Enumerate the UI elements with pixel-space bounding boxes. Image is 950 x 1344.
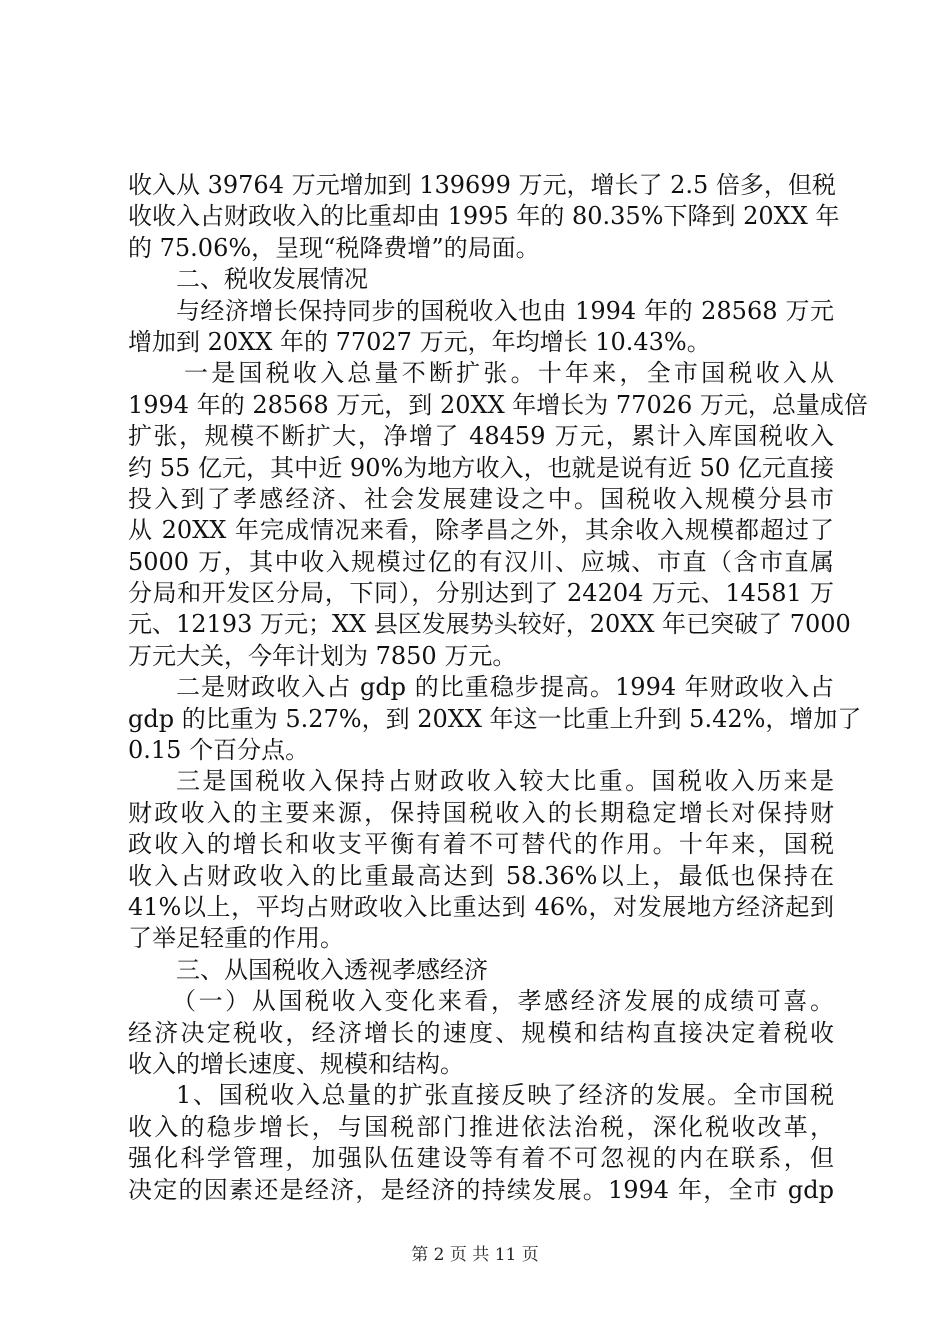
text-line: 一是国税收入总量不断扩张。十年来，全市国税收入从 (184, 359, 834, 388)
text-line: 收入从 39764 万元增加到 139699 万元，增长了 2.5 倍多，但税 (128, 171, 836, 199)
text-line: 二、税收发展情况 (176, 265, 368, 294)
document-body (128, 170, 868, 1206)
text-line: 收入的增长速度、规模和结构。 (128, 1049, 464, 1078)
text-line: 强化科学管理，加强队伍建设等有着不可忽视的内在联系，但 (128, 1144, 834, 1173)
page-number-footer: 第 2 页 共 11 页 (411, 1245, 539, 1265)
text-line: 约 55 亿元，其中近 90%为地方收入，也就是说有近 50 亿元直接 (128, 453, 834, 482)
text-line: 41%以上，平均占财政收入比重达到 46%，对发展地方经济起到 (128, 892, 834, 921)
text-line: 三是国税收入保持占财政收入较大比重。国税收入历来是 (176, 767, 834, 796)
text-line: 分局和开发区分局，下同），分别达到了 24204 万元、14581 万 (128, 579, 834, 608)
text-line: 5000 万，其中收入规模过亿的有汉川、应城、市直（含市直属 (128, 547, 834, 576)
text-line: 元、12193 万元；XX 县区发展势头较好，20XX 年已突破了 7000 (128, 610, 851, 639)
text-line: 的 75.06%，呈现“税降费增”的局面。 (128, 233, 540, 262)
text-line: 三、从国税收入透视孝感经济 (176, 955, 488, 984)
text-line: 收入的稳步增长，与国税部门推进依法治税，深化税收改革， (128, 1112, 834, 1141)
text-line: 与经济增长保持同步的国税收入也由 1994 年的 28568 万元 (176, 296, 834, 325)
text-line: gdp 的比重为 5.27%，到 20XX 年这一比重上升到 5.42%，增加了 (128, 704, 862, 733)
text-line: 经济决定税收，经济增长的速度、规模和结构直接决定着税收 (128, 1018, 834, 1047)
text-line: 1、国税收入总量的扩张直接反映了经济的发展。全市国税 (176, 1081, 834, 1110)
text-line: 投入到了孝感经济、社会发展建设之中。国税收入规模分县市 (128, 484, 834, 513)
text-line: 扩张，规模不断扩大，净增了 48459 万元，累计入库国税收入 (128, 422, 834, 451)
text-line: 财政收入的主要来源，保持国税收入的长期稳定增长对保持财 (128, 798, 834, 827)
text-line: 决定的因素还是经济，是经济的持续发展。1994 年，全市 gdp (128, 1175, 834, 1204)
text-line: 二是财政收入占 gdp 的比重稳步提高。1994 年财政收入占 (176, 673, 834, 702)
text-line: 收收入占财政收入的比重却由 1995 年的 80.35%下降到 20XX 年 (128, 202, 840, 231)
text-line: （一）从国税收入变化来看，孝感经济发展的成绩可喜。 (172, 987, 834, 1016)
text-line: 政收入的增长和收支平衡有着不可替代的作用。十年来，国税 (128, 830, 834, 859)
text-line: 了举足轻重的作用。 (128, 924, 344, 953)
text-line: 万元大关，今年计划为 7850 万元。 (128, 641, 517, 670)
text-line: 从 20XX 年完成情况来看，除孝昌之外，其余收入规模都超过了 (128, 516, 834, 545)
text-line: 收入占财政收入的比重最高达到 58.36%以上，最低也保持在 (128, 861, 834, 890)
text-line: 1994 年的 28568 万元，到 20XX 年增长为 77026 万元，总量成倍 (128, 390, 868, 419)
text-line: 增加到 20XX 年的 77027 万元，年均增长 10.43%。 (128, 327, 711, 356)
text-line: 0.15 个百分点。 (128, 736, 310, 765)
